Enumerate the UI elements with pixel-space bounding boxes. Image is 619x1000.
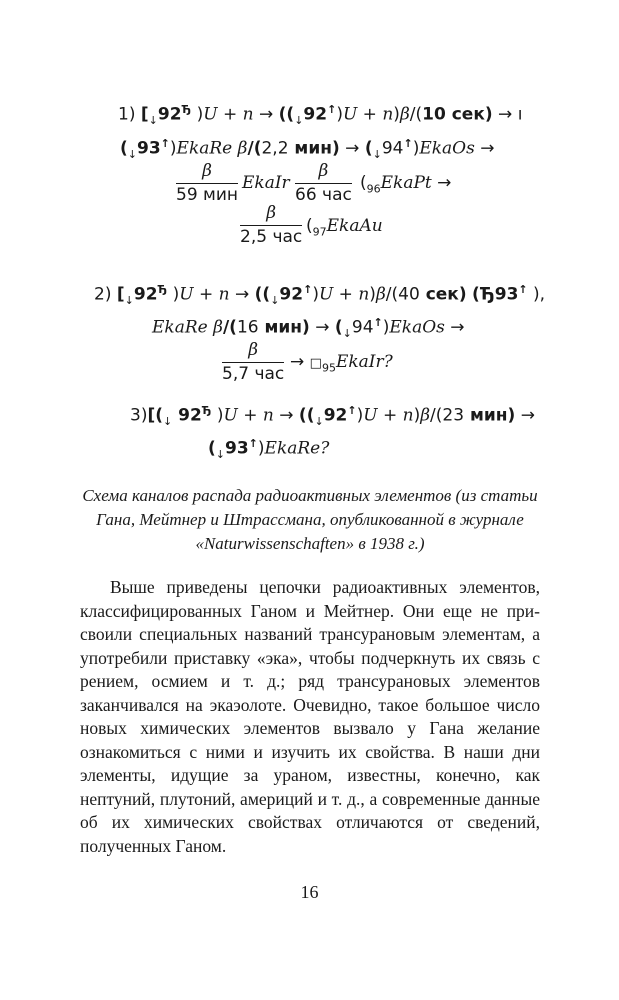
fraction	[295, 163, 352, 204]
bracket: )	[412, 138, 420, 159]
superscript: ↑	[373, 316, 383, 329]
arrow: →	[273, 405, 299, 426]
atomic-number: 96	[366, 182, 381, 196]
formula-number: 2)	[94, 284, 112, 305]
element-symbol: U	[203, 104, 218, 125]
fraction	[240, 205, 302, 246]
atomic-number: 92	[157, 104, 182, 125]
atomic-number: 93	[225, 438, 249, 459]
superscript: ↑	[303, 283, 313, 296]
subscript: ↓	[124, 294, 134, 308]
subscript: ↓	[372, 148, 382, 162]
bracket: (	[120, 138, 128, 159]
fraction-denominator: 59 мин	[176, 185, 239, 205]
formula-1-line-3-elem	[242, 175, 290, 192]
bracket: )	[393, 104, 400, 125]
subscript: ↓	[148, 114, 158, 128]
neutron-symbol: n	[262, 405, 274, 426]
beta-symbol: β	[375, 284, 386, 305]
superscript: ↑	[518, 283, 528, 296]
operator: +	[333, 284, 359, 305]
formula-2-line-2	[152, 317, 465, 339]
fraction-denominator: 5,7 час	[222, 364, 285, 384]
separator: /(	[247, 138, 262, 159]
superscript-symbol: Ђ	[181, 103, 192, 116]
bracket: (	[472, 284, 480, 305]
formula-2-line-1	[94, 284, 545, 306]
neutron-symbol: n	[218, 284, 230, 305]
arrow: →	[253, 104, 279, 125]
bracket: [	[140, 104, 149, 125]
fraction	[222, 342, 284, 383]
half-life-unit: мин)	[464, 405, 516, 426]
bracket: ),	[527, 284, 546, 305]
formula-3-line-2	[208, 438, 329, 460]
arrow: →	[339, 138, 365, 159]
bracket: )	[356, 405, 364, 426]
bracket: ((	[254, 284, 271, 305]
atomic-number: 92	[303, 104, 328, 125]
element-symbol: EkaAu	[326, 216, 383, 236]
arrow: →	[515, 405, 535, 426]
symbol: Ђ	[479, 284, 495, 305]
bracket: )	[336, 104, 343, 125]
arrow: →	[309, 317, 335, 338]
subscript: ↓	[342, 327, 352, 341]
bracket: )	[312, 284, 319, 305]
atomic-number: 93	[494, 284, 519, 305]
superscript: ↑	[347, 404, 357, 417]
atomic-number: 92	[323, 405, 348, 426]
element-symbol: EkaRe?	[264, 438, 330, 459]
atomic-number: 92	[279, 284, 304, 305]
arrow: →	[229, 284, 255, 305]
formula-1-line-2	[120, 138, 495, 160]
bracket: )	[257, 438, 265, 459]
separator: /(	[222, 317, 237, 338]
placeholder-box-icon: □	[309, 356, 322, 371]
subscript: ↓	[294, 114, 304, 128]
element-symbol: U	[318, 284, 334, 305]
operator: +	[377, 405, 403, 426]
subscript: ↓	[215, 448, 225, 462]
subscript: ↓	[127, 148, 137, 162]
element-symbol: U	[363, 405, 378, 426]
half-life-value: 40	[398, 284, 420, 305]
half-life-unit: мин)	[288, 138, 340, 159]
separator: /(	[409, 104, 423, 125]
bracket: (	[360, 173, 367, 193]
formula-1-line-1	[118, 104, 522, 126]
neutron-symbol: n	[242, 104, 254, 125]
element-symbol: EkaPt	[380, 173, 432, 193]
arrow: →	[290, 352, 310, 372]
beta-symbol: β	[237, 138, 248, 159]
half-life-value: 23	[442, 405, 465, 426]
formula-2-line-3-tail	[290, 354, 393, 373]
arrow: →	[444, 317, 465, 338]
fraction-denominator: 66 час	[295, 185, 352, 205]
neutron-symbol: n	[402, 405, 414, 426]
atomic-number: 94	[351, 317, 374, 338]
bracket: [	[116, 284, 125, 305]
separator: /(	[430, 405, 443, 426]
separator: /(	[385, 284, 399, 305]
neutron-symbol: n	[382, 104, 394, 125]
atomic-number: 95	[321, 361, 336, 375]
superscript: ↑	[403, 137, 413, 150]
element-symbol: EkaRe	[176, 138, 233, 159]
operator: +	[193, 284, 219, 305]
fraction	[176, 163, 238, 204]
half-life-value: 16	[236, 317, 259, 338]
bracket: )	[413, 405, 421, 426]
operator: +	[357, 104, 383, 125]
superscript: ↑	[327, 103, 337, 116]
bracket: )	[169, 138, 177, 159]
element-symbol: U	[342, 104, 358, 125]
fraction-denominator: 2,5 час	[240, 227, 303, 247]
superscript-symbol: Ђ	[157, 283, 168, 296]
bracket: (	[208, 438, 216, 459]
fraction-numerator: β	[202, 161, 212, 181]
superscript: ↑	[248, 437, 258, 450]
element-symbol: EkaIr	[242, 173, 290, 193]
bracket: )	[382, 317, 390, 338]
half-life-unit: сек)	[445, 104, 493, 125]
half-life-value: 10	[422, 104, 446, 125]
bracket: ((	[298, 405, 315, 426]
fraction-numerator: β	[248, 340, 259, 360]
bracket: (	[334, 317, 343, 338]
bracket: (	[306, 216, 313, 236]
element-symbol: EkaOs	[389, 317, 445, 338]
bracket: )	[369, 284, 376, 305]
formula-1-line-3-tail	[360, 175, 451, 194]
element-symbol: EkaIr?	[335, 352, 393, 372]
superscript-symbol: Ђ	[201, 404, 212, 417]
half-life-unit: сек)	[419, 284, 467, 305]
subscript: ↓	[270, 294, 280, 308]
beta-symbol: β	[420, 405, 431, 426]
element-symbol: U	[223, 405, 238, 426]
bracket: )	[216, 405, 224, 426]
beta-symbol: β	[213, 317, 223, 338]
formula-number: 3)	[130, 405, 148, 426]
cut-off-mark: ı	[517, 104, 523, 125]
formula-number: 1)	[118, 104, 136, 125]
subscript: ↓	[314, 415, 324, 429]
page-number: 16	[300, 882, 319, 902]
atomic-number: 92	[133, 284, 158, 305]
atomic-number: 92	[172, 405, 202, 426]
formula-3-line-1	[130, 405, 535, 427]
beta-symbol: β	[399, 104, 410, 125]
bracket: ((	[278, 104, 295, 125]
element-symbol: U	[179, 284, 194, 305]
fraction-numerator: β	[266, 203, 277, 223]
element-symbol: EkaRe	[152, 317, 208, 338]
bracket: [(	[147, 405, 163, 426]
bracket: )	[172, 284, 180, 305]
body-paragraph: Выше приведены цепочки радиоактивных элементов, классифицированных Ганом и Мейтнер. Они еще не присвоили специальных названий трансурановым элементам, а употребили приставку «эка», чтобы подчеркнуть их связь с рением, осмием и т. д.; ряд трансурановых элементов заканчивался на экаэолоте. Очевидно, такое большое число новых химических элементов вызвало у Гана желание ознакомиться с ними и изучить их свойства. В наши дни элементы, идущие за ураном, известны, конечно, как нептуний, плутоний, америций и т. д., а современные данные об их химических свойствах отличаются от сведений, полученных Ганом.	[80, 577, 540, 856]
arrow: →	[431, 173, 452, 193]
element-symbol: EkaOs	[419, 138, 475, 159]
subscript: ↓	[163, 415, 173, 429]
atomic-number: 97	[312, 225, 327, 239]
fraction-numerator: β	[318, 161, 329, 181]
atomic-number: 93	[137, 138, 161, 159]
bracket: (	[364, 138, 373, 159]
operator: +	[217, 104, 243, 125]
bracket: )	[196, 104, 204, 125]
superscript: ↑	[160, 137, 170, 150]
figure-caption: Схема каналов распада радиоактивных элементов (из статьи Гана, Мейтнер и Штрассмана, опубликованной в журнале «Naturwissenschaften» в 1938 г.)	[82, 486, 538, 553]
formula-1-line-4-tail	[306, 218, 383, 237]
half-life-value: 2,2	[261, 138, 289, 159]
half-life-unit: мин)	[258, 317, 310, 338]
arrow: →	[474, 138, 495, 159]
operator: +	[237, 405, 263, 426]
neutron-symbol: n	[358, 284, 370, 305]
atomic-number: 94	[381, 138, 404, 159]
arrow: →	[492, 104, 518, 125]
